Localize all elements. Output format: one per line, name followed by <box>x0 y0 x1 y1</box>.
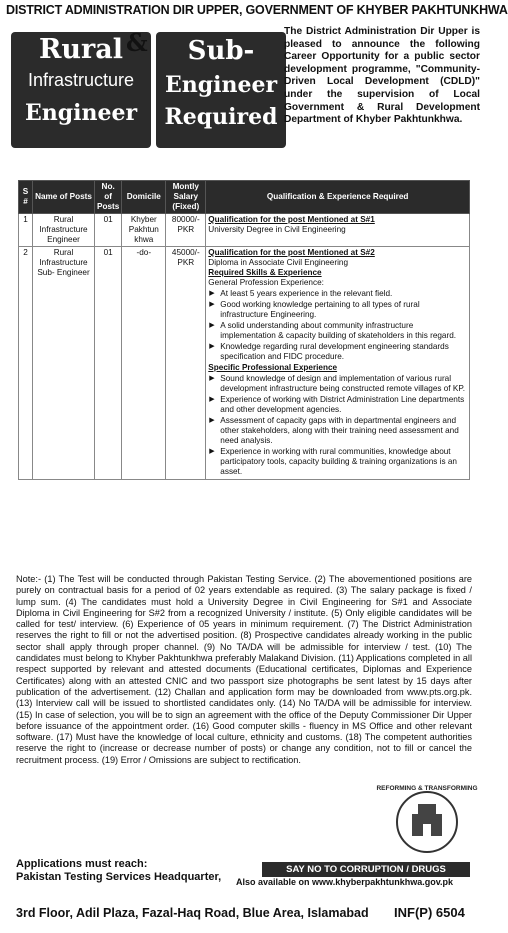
row1-qual-text: University Degree in Civil Engineering <box>208 225 346 234</box>
kp-reforming-logo <box>376 780 478 854</box>
row2-count: 01 <box>95 247 122 480</box>
list-item: ▶ Knowledge regarding rural development engineering standards specification and FIDC procedure. <box>220 342 467 362</box>
table-row <box>19 214 470 247</box>
header-qualification: Qualification & Experience Required <box>206 181 470 214</box>
logo-text: REFORMING & TRANSFORMING <box>376 785 478 792</box>
row1-name: Rural Infrastructure Engineer <box>33 214 95 247</box>
row2-qual-text: Diploma in Associate Civil Engineering <box>208 258 349 267</box>
list-item: ▶ A solid understanding about community infrastructure implementation & capacity building of skateholders in this regard. <box>220 321 467 341</box>
row1-sno: 1 <box>19 214 33 247</box>
apply-info <box>16 858 252 884</box>
specific-head: Specific Professional Experience <box>208 363 338 372</box>
availability-note: Also available on www.khyberpakhtunkhwa.gov.pk <box>236 877 454 887</box>
banner <box>8 26 484 156</box>
badge-right-line2: Engineer <box>164 72 278 98</box>
list-item: ▶ Experience in working with rural communities, knowledge about participatory tools, capacity building & training organizations is an asset. <box>220 447 467 477</box>
notes-paragraph: Note:- (1) The Test will be conducted through Pakistan Testing Service. (2) The abovementioned positions are purely on contractual basis for a period of 02 years extendable as required. (3) The salary package is fixed / lump sum. (4) The candidates must hold a University Degree in Civil Engineering for S#1 and Associate Diploma in Civil Engineering for S#2 from a recognized University / institute. (5) Only eligible candidates will be called for test/ interview. (6) Experience of 05 years in minimum requirement. (7) The District Administration reserves the right to fill or not the advertised position. (8) Prospective candidates already working in the public sector shall apply through proper channel. (9) No TA/DA will be admissible for interview / test. (10) The candidates must belong to Khyber Pakhtunkhwa preferably Malakand Division. (11) Applications completed in all respect supported by relevant and attested documents (Educational certificates, Diplomas and Experience Certificates) along with an attested CNIC and two passport size photographs be sent latest by 15 days after publication of the advertisement. (12) Challan and application form may be downloaded from www.pts.org.pk. (13) Interview call will be issued to shortlisted candidates only. (14) No TA/DA will be admissible for interview. (15) In case of selection, you will be to sign an agreement with the office of the Deputy Commissioner Dir Upper before issuance of the appointment order. (16) Good computer skills - fluency in MS Office and other relevant software. (17) Must have the knowledge of local culture, ethnicity and customs. (18) The competent authorities reserve the right to (increase or decrease number of posts) or change any condition, not to fill or cancel the recruitment process. (19) Error / Omissions are subject to rectification. <box>16 574 472 765</box>
table-row <box>19 247 470 480</box>
table-header-row <box>19 181 470 214</box>
row1-qualification <box>206 214 470 247</box>
corruption-banner: SAY NO TO CORRUPTION / DRUGS <box>262 862 470 877</box>
specific-skills-list <box>208 374 467 477</box>
row1-qual-head: Qualification for the post Mentioned at S#1 <box>208 215 375 224</box>
header-count: No. of Posts <box>95 181 122 214</box>
inf-number: INF(P) 6504 <box>394 905 465 920</box>
header-domicile: Domicile <box>122 181 166 214</box>
header-title: DISTRICT ADMINISTRATION DIR UPPER, GOVERNMENT OF KHYBER PAKHTUNKHWA <box>6 3 508 17</box>
row2-salary: 45000/- PKR <box>166 247 206 480</box>
row1-count: 01 <box>95 214 122 247</box>
apply-line1: Applications must reach: <box>16 858 148 870</box>
row2-sno: 2 <box>19 247 33 480</box>
list-item: ▶ Assessment of capacity gaps with in departmental engineers and other stakeholders, along with their training need assessment and need analysis. <box>220 416 467 446</box>
row1-salary: 80000/- PKR <box>166 214 206 247</box>
list-item: ▶ Good working knowledge pertaining to all types of rural infrastructure Engineering. <box>220 300 467 320</box>
badge-left-line2: Infrastructure <box>27 70 135 90</box>
apply-line2: Pakistan Testing Services Headquarter, <box>16 871 222 883</box>
row2-qualification <box>206 247 470 480</box>
badge-right-line3: Required <box>164 104 278 130</box>
header-name: Name of Posts <box>33 181 95 214</box>
row1-domicile: Khyber Pakhtun khwa <box>122 214 166 247</box>
general-label: General Profession Experience: <box>208 278 324 287</box>
list-item: ▶ At least 5 years experience in the relevant field. <box>220 289 467 299</box>
badge-left-line3: Engineer <box>24 100 138 126</box>
posts-table <box>18 180 470 480</box>
badge-left-line1: Rural <box>38 34 124 65</box>
sub-engineer-badge <box>156 32 286 148</box>
general-skills-list <box>208 289 467 362</box>
header-salary: Montly Salary (Fixed) <box>166 181 206 214</box>
row2-domicile: -do- <box>122 247 166 480</box>
ampersand: & <box>126 28 148 57</box>
list-item: ▶ Experience of working with District Administration Line departments and other development agencies. <box>220 395 467 415</box>
skills-head: Required Skills & Experience <box>208 268 322 277</box>
row2-qual-head: Qualification for the post Mentioned at S#2 <box>208 248 375 257</box>
list-item: ▶ Sound knowledge of design and implementation of various rural development infrastructure being constructed remote villages of KP. <box>220 374 467 394</box>
address: 3rd Floor, Adil Plaza, Fazal-Haq Road, Blue Area, Islamabad <box>16 906 369 920</box>
badge-right-line1: Sub- <box>187 36 255 66</box>
row2-name: Rural Infrastructure Sub- Engineer <box>33 247 95 480</box>
header-sno: S # <box>19 181 33 214</box>
intro-paragraph: The District Administration Dir Upper is pleased to announce the following Career Opportunity for a public sector development programme, "Community-Driven Local Development (CDLD)" under the supervision of Local Government & Rural Development Department of Khyber Pakhtunkhwa. <box>284 26 480 126</box>
